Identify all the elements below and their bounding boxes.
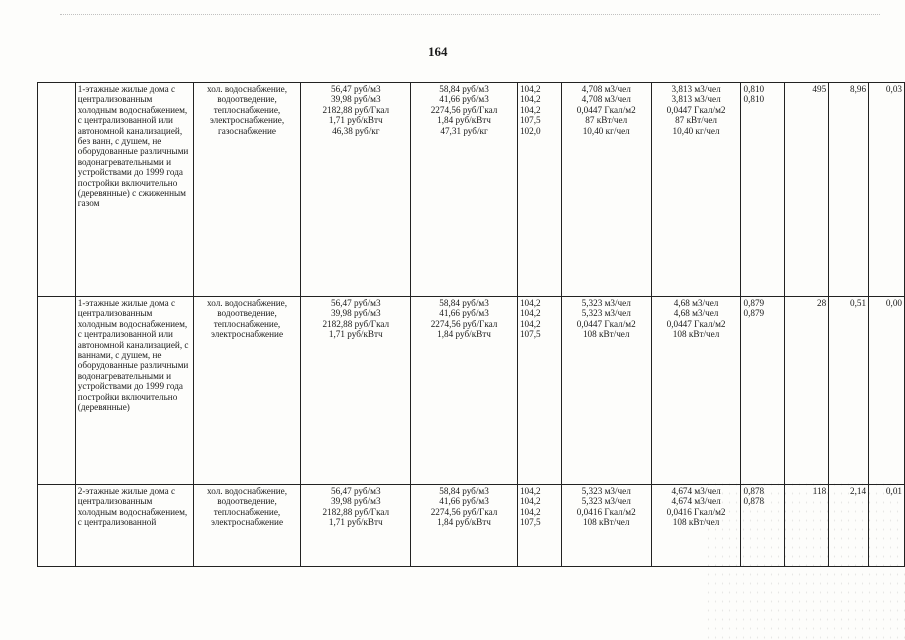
service-item: теплоснабжение,: [213, 104, 281, 115]
service-item: теплоснабжение,: [213, 318, 281, 329]
tariffs-period2-cell: [411, 297, 518, 485]
index-value: 104,2: [519, 308, 541, 319]
value-a-cell: 2,14: [829, 485, 869, 567]
norm-value: 4,708 м3/чел: [581, 84, 631, 94]
index-value: 104,2: [519, 94, 541, 105]
tariff-value: 1,84 руб/кВтч: [437, 517, 491, 528]
service-item: хол. водоснабжение,: [207, 298, 288, 308]
tariff-value: 1,71 руб/кВтч: [328, 115, 383, 126]
index-value: 104,2: [519, 318, 541, 329]
tariff-value: 58,84 руб/м3: [439, 84, 489, 94]
norm-value: 0,0416 Гкал/м2: [576, 506, 636, 517]
norm-value: 108 кВт/чел: [672, 517, 720, 528]
coefficient-value: 0,810: [743, 84, 765, 94]
norms-period2-cell: [651, 297, 741, 485]
norm-value: 5,323 м3/чел: [581, 298, 631, 308]
value-a-cell: 8,96: [829, 83, 869, 297]
norm-value: 108 кВт/чел: [582, 329, 630, 340]
norm-value: 5,323 м3/чел: [581, 496, 631, 507]
service-item: электроснабжение: [210, 517, 284, 528]
norm-value: 87 кВт/чел: [585, 115, 628, 126]
tariff-value: 41,66 руб/м3: [439, 496, 489, 507]
norms-period1-cell: [561, 297, 651, 485]
services-cell: [193, 485, 301, 567]
tariff-value: 56,47 руб/м3: [331, 298, 381, 308]
norm-value: 3,813 м3/чел: [671, 94, 721, 105]
coefficient-value: 0,879: [743, 298, 765, 308]
tariff-value: 2274,56 руб/Гкал: [430, 104, 498, 115]
norm-value: 0,0447 Гкал/м2: [576, 104, 636, 115]
index-value: 107,5: [519, 329, 541, 340]
tariff-value: 1,84 руб/кВтч: [437, 329, 491, 340]
table-row: [38, 297, 905, 485]
housing-description: 1-этажные жилые дома с централизованным холодным водоснабжением, с централизованной или автономной канализацией, с ваннами, с душем, не оборудованные различными водонагревательными и устройствами до 1999 года постройки включительно (деревянные): [77, 298, 189, 413]
tariff-value: 2182,88 руб/Гкал: [322, 506, 390, 517]
service-item: хол. водоснабжение,: [207, 84, 288, 94]
service-item: электроснабжение: [210, 329, 284, 340]
tariff-value: 41,66 руб/м3: [439, 308, 489, 319]
tariff-table: [37, 82, 905, 567]
index-value: 104,2: [519, 104, 541, 115]
norm-value: 108 кВт/чел: [672, 329, 720, 340]
index-value: 104,2: [519, 298, 541, 308]
norm-value: 108 кВт/чел: [582, 517, 630, 528]
norm-value: 4,674 м3/чел: [671, 496, 721, 507]
index-cell: [517, 297, 561, 485]
housing-description-cell: [75, 83, 193, 297]
coefficient-cell: [741, 485, 785, 567]
count-cell: 118: [785, 485, 829, 567]
count-cell: 28: [785, 297, 829, 485]
tariff-value: 2182,88 руб/Гкал: [322, 318, 390, 329]
service-item: газоснабжение: [218, 125, 276, 136]
blank-cell: [38, 297, 76, 485]
tariff-value: 56,47 руб/м3: [331, 486, 381, 496]
index-value: 107,5: [519, 115, 541, 126]
tariff-value: 47,31 руб/кг: [440, 125, 488, 136]
count-cell: 495: [785, 83, 829, 297]
norm-value: 5,323 м3/чел: [581, 308, 631, 319]
services-cell: [193, 297, 301, 485]
tariff-value: 2274,56 руб/Гкал: [430, 318, 498, 329]
value-b-cell: 0,01: [869, 485, 905, 567]
service-item: теплоснабжение,: [213, 506, 281, 517]
housing-description-cell: [75, 297, 193, 485]
norm-value: 0,0447 Гкал/м2: [576, 318, 636, 329]
norm-value: 5,323 м3/чел: [581, 486, 631, 496]
tariffs-period1-cell: [301, 485, 411, 567]
services-cell: [193, 83, 301, 297]
value-b-cell: 0,03: [869, 83, 905, 297]
tariffs-period2-cell: [411, 83, 518, 297]
page-number: 164: [428, 44, 448, 59]
value-a-cell: 0,51: [829, 297, 869, 485]
norm-value: 4,68 м3/чел: [673, 308, 719, 319]
housing-description: 2-этажные жилые дома с централизованным холодным водоснабжением, с централизованной: [77, 486, 188, 528]
tariffs-period1-cell: [301, 297, 411, 485]
tariff-value: 39,98 руб/м3: [331, 496, 381, 507]
housing-description-cell: [75, 485, 193, 567]
tariff-value: 58,84 руб/м3: [439, 486, 489, 496]
norms-period1-cell: [561, 83, 651, 297]
index-value: 104,2: [519, 506, 541, 517]
coefficient-cell: [741, 297, 785, 485]
norm-value: 0,0447 Гкал/м2: [666, 318, 726, 329]
norm-value: 10,40 кг/чел: [582, 125, 630, 136]
norm-value: 0,0447 Гкал/м2: [666, 104, 726, 115]
coefficient-value: 0,878: [743, 496, 765, 507]
tariffs-period1-cell: [301, 83, 411, 297]
norm-value: 4,708 м3/чел: [581, 94, 631, 105]
norms-period2-cell: [651, 485, 741, 567]
blank-cell: [38, 83, 76, 297]
tariff-value: 58,84 руб/м3: [439, 298, 489, 308]
service-item: водоотведение,: [217, 94, 277, 105]
tariff-value: 1,71 руб/кВтч: [328, 517, 383, 528]
tariff-value: 2182,88 руб/Гкал: [322, 104, 390, 115]
index-value: 102,0: [519, 125, 541, 136]
service-item: водоотведение,: [217, 496, 277, 507]
norm-value: 3,813 м3/чел: [671, 84, 721, 94]
value-b-cell: 0,00: [869, 297, 905, 485]
norm-value: 0,0416 Гкал/м2: [666, 506, 726, 517]
index-cell: [517, 485, 561, 567]
norm-value: 4,68 м3/чел: [673, 298, 719, 308]
tariff-value: 41,66 руб/м3: [439, 94, 489, 105]
service-item: электроснабжение,: [209, 115, 285, 126]
table-row: [38, 83, 905, 297]
tariff-value: 46,38 руб/кг: [332, 125, 380, 136]
tariff-value: 39,98 руб/м3: [331, 308, 381, 319]
index-value: 107,5: [519, 517, 541, 528]
tariffs-period2-cell: [411, 485, 518, 567]
tariff-value: 1,84 руб/кВтч: [437, 115, 491, 126]
norms-period2-cell: [651, 83, 741, 297]
coefficient-value: 0,879: [743, 308, 765, 319]
housing-description: 1-этажные жилые дома с централизованным холодным водоснабжением, с централизованной или автономной канализацией, без ванн, с душем, не оборудованные различными водонагревательными и устройствами до 1999 года постройки включительно (деревянные) с сжиженным газом: [77, 84, 189, 209]
tariff-value: 1,71 руб/кВтч: [328, 329, 383, 340]
index-cell: [517, 83, 561, 297]
norm-value: 4,674 м3/чел: [671, 486, 721, 496]
coefficient-value: 0,878: [743, 486, 765, 496]
norms-period1-cell: [561, 485, 651, 567]
norm-value: 10,40 кг/чел: [672, 125, 720, 136]
service-item: хол. водоснабжение,: [207, 486, 288, 496]
blank-cell: [38, 485, 76, 567]
table-row: [38, 485, 905, 567]
index-value: 104,2: [519, 496, 541, 507]
index-value: 104,2: [519, 84, 541, 94]
tariff-value: 56,47 руб/м3: [331, 84, 381, 94]
tariff-value: 2274,56 руб/Гкал: [430, 506, 498, 517]
index-value: 104,2: [519, 486, 541, 496]
tariff-value: 39,98 руб/м3: [331, 94, 381, 105]
coefficient-value: 0,810: [743, 94, 765, 105]
coefficient-cell: [741, 83, 785, 297]
norm-value: 87 кВт/чел: [675, 115, 718, 126]
service-item: водоотведение,: [217, 308, 277, 319]
scan-edge-line: [60, 14, 880, 16]
